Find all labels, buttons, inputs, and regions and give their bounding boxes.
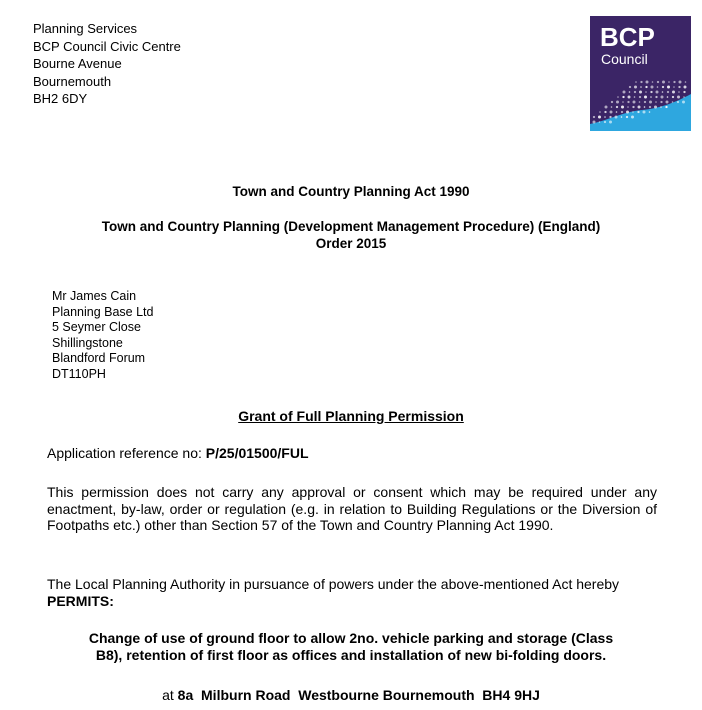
logo-dot: [609, 116, 611, 118]
order-title-line: Town and Country Planning (Development Management Procedure) (England): [101, 219, 601, 234]
logo-dot: [628, 96, 631, 99]
logo-dot: [651, 86, 654, 89]
proposal-line: Change of use of ground floor to allow 2no. vehicle parking and storage (Class: [88, 630, 614, 646]
logo-dot: [672, 91, 675, 94]
logo-dot: [637, 111, 639, 113]
logo-dot: [679, 81, 682, 84]
logo-dot: [645, 86, 647, 88]
logo-dot: [611, 106, 613, 108]
logo-dot: [672, 96, 674, 98]
logo-dot: [632, 106, 634, 108]
logo-dot: [598, 116, 601, 119]
logo-dot: [645, 91, 647, 93]
logo-dot: [627, 106, 629, 108]
logo-dot: [605, 106, 608, 109]
logo-dot: [593, 116, 595, 118]
logo-dot: [654, 106, 657, 109]
logo-dot: [626, 116, 628, 118]
order-title: [0, 218, 702, 252]
logo-dot: [672, 101, 674, 103]
logo-dot: [646, 81, 649, 84]
logo-dot: [673, 81, 675, 83]
sender-address: [33, 20, 181, 108]
logo-dot: [632, 111, 634, 113]
logo-dot: [661, 96, 664, 99]
reference-label: Application reference no:: [47, 445, 206, 461]
logo-dot: [665, 106, 667, 108]
logo-dot: [666, 101, 669, 104]
logo-dot: [649, 111, 651, 113]
logo-dot: [621, 116, 623, 118]
logo-dot: [682, 101, 685, 104]
permits-text: The Local Planning Authority in pursuance of powers under the above-mentioned Act hereby: [47, 576, 620, 592]
permits-statement: [47, 576, 657, 609]
logo-dot: [657, 81, 659, 83]
logo-dot: [635, 81, 637, 83]
logo-title: BCP: [600, 22, 655, 52]
logo-dot: [643, 111, 646, 114]
logo-subtitle: Council: [601, 51, 648, 67]
sender-line: Bourne Avenue: [33, 56, 122, 71]
logo-dot: [677, 101, 679, 103]
logo-dot: [662, 81, 665, 84]
reference-value: P/25/01500/FUL: [205, 445, 309, 461]
logo-dot: [629, 91, 631, 93]
logo-dot: [626, 111, 629, 114]
logo-dot: [631, 116, 634, 119]
logo-dot: [599, 121, 601, 123]
logo-dot: [634, 91, 636, 93]
logo-dot: [611, 101, 613, 103]
recipient-line: Mr James Cain: [52, 289, 137, 303]
logo-dot: [610, 111, 613, 114]
logo-dot: [667, 91, 669, 93]
proposal-description: [40, 630, 662, 664]
logo-dot: [662, 91, 664, 93]
logo-dot: [644, 96, 647, 99]
site-prefix: at: [162, 687, 178, 703]
recipient-line: DT110PH: [52, 366, 106, 381]
sender-line: BH2 6DY: [33, 91, 88, 106]
recipient-line: Shillingstone: [52, 335, 123, 350]
recipient-address: [52, 289, 153, 382]
logo-dot: [609, 121, 612, 124]
logo-dot: [627, 101, 629, 103]
logo-dot: [655, 96, 657, 98]
logo-graphic: [590, 16, 691, 131]
logo-dot: [639, 101, 641, 103]
logo-dot: [616, 106, 618, 108]
site-address-value: 8a Milburn Road Westbourne Bournemouth BH4 9HJ: [177, 687, 540, 703]
site-address: [0, 687, 702, 703]
logo-dot: [617, 96, 619, 98]
logo-dot: [644, 106, 646, 108]
logo-dot: [650, 96, 652, 98]
logo-dot: [629, 86, 631, 88]
logo-dot: [593, 121, 596, 124]
logo-dot: [662, 86, 664, 88]
logo-dot: [604, 111, 606, 113]
logo-dot: [678, 86, 680, 88]
logo-dot: [683, 91, 685, 93]
sender-line: BCP Council Civic Centre: [33, 38, 181, 54]
logo-dot: [657, 86, 659, 88]
sender-line: Bournemouth: [33, 73, 112, 89]
logo-dot: [634, 96, 636, 98]
logo-dot: [650, 91, 652, 93]
logo-dot: [621, 111, 623, 113]
order-title-line: Order 2015: [315, 236, 387, 251]
recipient-line: Blandford Forum: [52, 351, 146, 365]
logo-dot: [638, 106, 641, 109]
logo-dot: [623, 91, 626, 94]
logo-dot: [683, 96, 685, 98]
permission-note: This permission does not carry any approval or consent which may be required under any enactment, by-law, order or regulation (e.g. in relation to Building Regulations or the Diversion of Footpaths etc.) other than Section 57 of the Town and Country Planning Act 1990.: [47, 484, 657, 534]
logo-dot: [621, 106, 624, 109]
logo-dot: [678, 91, 680, 93]
logo-dot: [639, 96, 641, 98]
logo-dot: [622, 96, 624, 98]
logo-dot: [640, 81, 642, 83]
logo-dot: [667, 86, 670, 89]
logo-dot: [640, 86, 642, 88]
act-title: Town and Country Planning Act 1990: [232, 184, 470, 199]
logo-dot: [634, 86, 637, 89]
logo-dot: [668, 81, 670, 83]
logo-dot: [599, 111, 601, 113]
logo-dot: [660, 106, 662, 108]
permits-bold: PERMITS:: [47, 592, 114, 609]
application-reference: [47, 445, 657, 462]
logo-dot: [652, 81, 654, 83]
logo-dot: [667, 96, 669, 98]
logo-dot: [616, 101, 619, 104]
logo-dot: [656, 91, 659, 94]
logo-dot: [616, 111, 618, 113]
bcp-council-logo: [590, 16, 691, 131]
logo-dot: [644, 101, 646, 103]
logo-dot: [684, 86, 687, 89]
grant-title: Grant of Full Planning Permission: [238, 408, 464, 424]
logo-dot: [639, 91, 642, 94]
logo-dot: [615, 116, 618, 119]
logo-dot: [673, 86, 675, 88]
logo-dot: [604, 116, 606, 118]
logo-dot: [649, 101, 652, 104]
logo-dot: [655, 101, 657, 103]
recipient-line: 5 Seymer Close: [52, 320, 141, 334]
proposal-line: B8), retention of first floor as offices and installation of new bi-folding doors.: [95, 647, 607, 663]
recipient-line: Planning Base Ltd: [52, 304, 154, 319]
logo-dot: [685, 81, 687, 83]
logo-dot: [660, 101, 662, 103]
logo-dot: [649, 106, 651, 108]
logo-dot: [677, 96, 680, 99]
sender-line: Planning Services: [33, 21, 138, 36]
logo-dot: [622, 101, 624, 103]
logo-dot: [633, 101, 636, 104]
logo-dot: [604, 121, 606, 123]
